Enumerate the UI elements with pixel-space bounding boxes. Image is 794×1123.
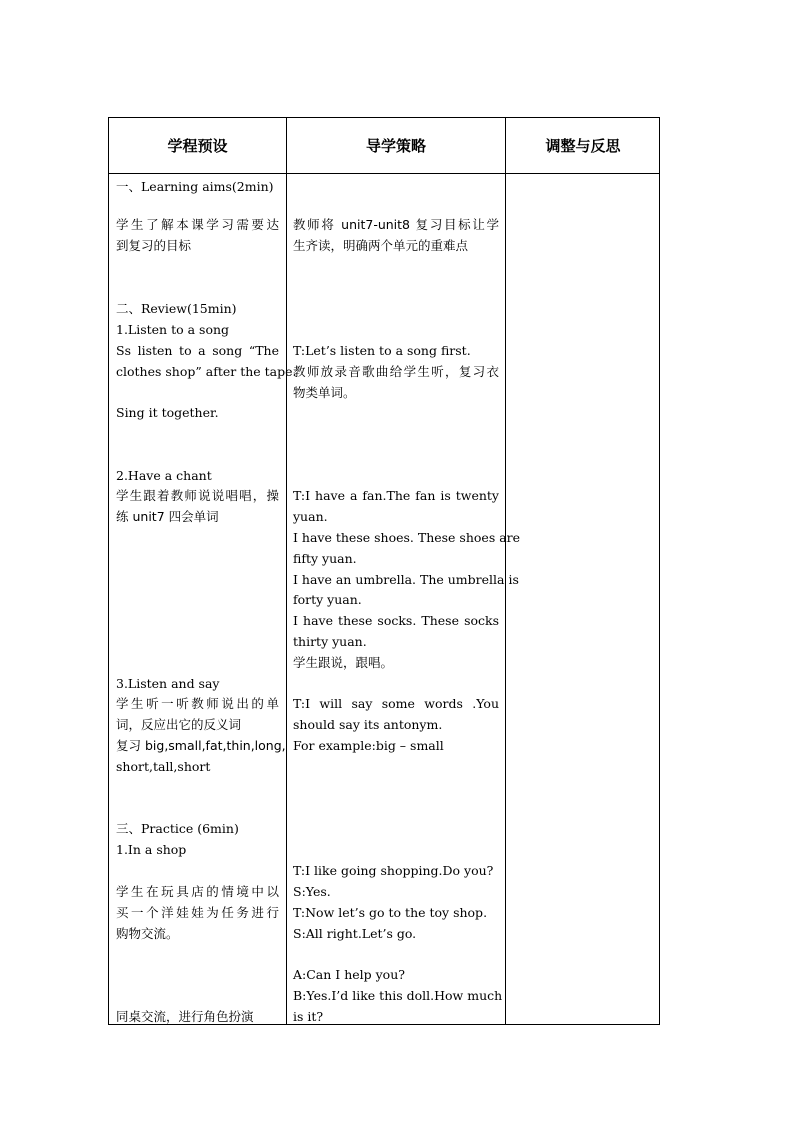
col2-text-line: fifty yuan. <box>293 551 357 566</box>
col2-text-line: 学生跟说，跟唱。 <box>293 655 394 670</box>
col1-text-line: 2.Have a chant <box>116 468 212 483</box>
col1-text-line: 1.In a shop <box>116 842 187 857</box>
column-divider <box>286 118 287 1024</box>
col2-text-line: A:Can I help you? <box>293 967 405 982</box>
col1-text-line: Ss listen to a song “The <box>116 343 279 358</box>
column-divider <box>505 118 506 1024</box>
col2-text-line: B:Yes.I’d like this doll.How much <box>293 988 503 1003</box>
col1-text-line: 学生听一听教师说出的单 <box>116 696 279 711</box>
col2-text-line: is it? <box>293 1009 324 1024</box>
col1-text-line: 购物交流。 <box>116 926 179 941</box>
col1-text-line: 学生了解本课学习需要达 <box>116 217 279 232</box>
header-learning-plan: 学程预设 <box>167 137 228 155</box>
col1-text-line: 1.Listen to a song <box>116 322 230 337</box>
col1-text-line: short,tall,short <box>116 759 211 774</box>
col2-text-line: T:I like going shopping.Do you? <box>293 863 494 878</box>
col2-text-line: S:Yes. <box>293 884 331 899</box>
col2-text-line: 教师放录音歌曲给学生听，复习衣 <box>293 364 499 379</box>
header-divider <box>109 173 659 174</box>
col2-text-line: T:I have a fan.The fan is twenty <box>293 488 499 503</box>
col2-text-line: forty yuan. <box>293 592 362 607</box>
col2-text-line: should say its antonym. <box>293 717 443 732</box>
col1-text-line: 复习 big,small,fat,thin,long, <box>116 738 286 753</box>
col2-text-line: I have these socks. These socks <box>293 613 499 628</box>
col2-text-line: T:I will say some words .You <box>293 696 499 711</box>
header-adjustment-reflection: 调整与反思 <box>545 137 621 155</box>
col1-text-line: 学生在玩具店的情境中以 <box>116 884 279 899</box>
col1-text-line: 3.Listen and say <box>116 676 220 691</box>
col2-text-line: T:Now let’s go to the toy shop. <box>293 905 488 920</box>
col1-text-line: 到复习的目标 <box>116 238 192 253</box>
col1-text-line: 二、Review(15min) <box>116 301 237 316</box>
col2-text-line: I have these shoes. These shoes are <box>293 530 521 545</box>
col2-text-line: For example:big – small <box>293 738 444 753</box>
col1-text-line: 学生跟着教师说说唱唱，操 <box>116 488 279 503</box>
col1-text-line: 同桌交流，进行角色扮演 <box>116 1009 254 1024</box>
col2-text-line: 生齐读，明确两个单元的重难点 <box>293 238 469 253</box>
header-guidance-strategy: 导学策略 <box>365 137 426 155</box>
col2-text-line: T:Let’s listen to a song first. <box>293 343 471 358</box>
col1-text-line: Sing it together. <box>116 405 219 420</box>
col1-text-line: 三、Practice (6min) <box>116 821 239 836</box>
col1-text-line: 买一个洋娃娃为任务进行 <box>116 905 279 920</box>
col2-text-line: 物类单词。 <box>293 385 356 400</box>
col1-text-line: 词，反应出它的反义词 <box>116 717 242 732</box>
col1-text-line: 一、Learning aims(2min) <box>116 179 274 194</box>
col2-text-line: 教师将 unit7-unit8 复习目标让学 <box>293 217 499 232</box>
col2-text-line: S:All right.Let’s go. <box>293 926 417 941</box>
lesson-plan-table <box>108 117 660 1025</box>
col2-text-line: thirty yuan. <box>293 634 367 649</box>
col1-text-line: 练 unit7 四会单词 <box>116 509 219 524</box>
col2-text-line: I have an umbrella. The umbrella is <box>293 572 519 587</box>
col2-text-line: yuan. <box>293 509 328 524</box>
col1-text-line: clothes shop” after the tape. <box>116 364 297 379</box>
